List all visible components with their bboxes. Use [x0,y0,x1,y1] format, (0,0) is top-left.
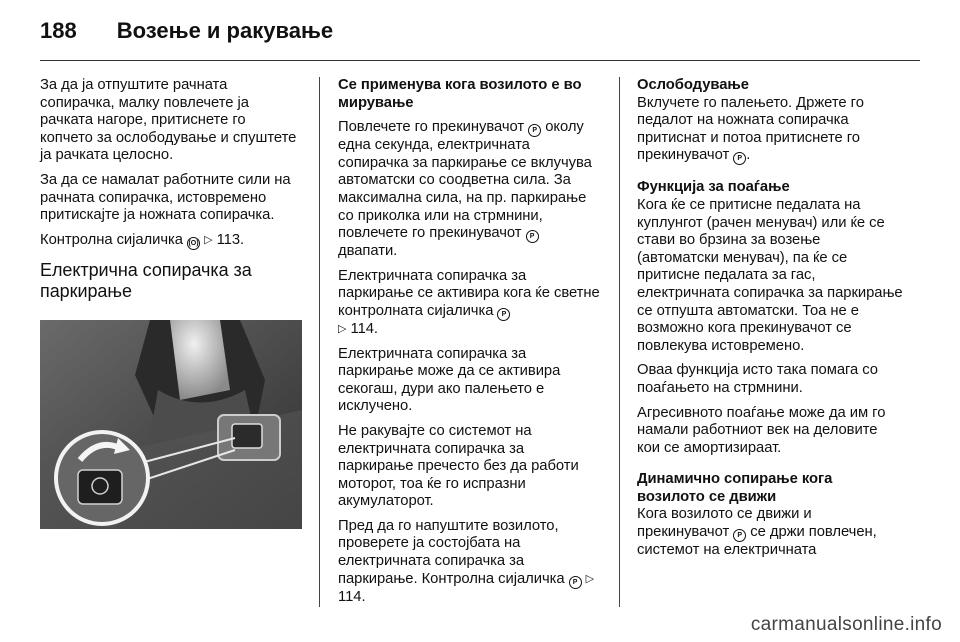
subsection-heading: Динамично сопирање кога возилото се движи [637,471,833,505]
page-reference: 114. [350,320,378,337]
page-reference: 114. [338,588,366,605]
paragraph-text: Вклучете го палењето. Држете го педалот на ножната сопирачка притиснат и потоа притиснете го прекинувачот [637,94,864,164]
page-reference-icon: ▷ [585,572,595,585]
section-heading: Електрична сопирачка за паркирање [40,259,252,301]
paragraph [40,232,302,250]
subsection-heading: Се применува кога возилото е во мирување [338,77,582,111]
brake-warning-lamp-icon: (O) [187,237,200,250]
subsection-heading: Ослободување [637,77,749,93]
paragraph-text: Пред да го напуштите возилото, проверете ја состојбата на електричната сопирачка за паркирање. Контролна сијаличка [338,517,565,587]
paragraph-text: . [746,147,751,164]
header-rule [40,60,920,61]
park-brake-switch-icon: P [733,152,746,165]
watermark: carmanualsonline.info [750,614,942,635]
park-brake-switch-icon: P [526,230,539,243]
illustration-graphic [40,320,302,529]
paragraph: Кога ќе се притисне педалата на куплунгот (рачен менувач) или ќе се стави во брзина за возење (автоматски менувач), па ќе се притисне педалата за гас, електричната сопирачка за паркирање се отпушта автоматски. Тоа не е возможно кога прекинувачот се повлекува истовремено. [637,196,903,354]
column-divider [619,77,620,607]
column-2 [338,77,600,613]
park-brake-lamp-icon: P [569,576,582,589]
paragraph [338,268,600,339]
parking-brake-switch-illustration [40,320,302,529]
paragraph [637,95,903,166]
subsection-heading: Функција за поаѓање [637,179,790,196]
paragraph: Не ракувајте со системот на електричната сопирачка за паркирање пречесто без да работи моторот, тоа ќе го испразни акумулаторот. [338,422,579,510]
park-brake-switch-icon: P [528,124,541,137]
paragraph-text: Електричната сопирачка за паркирање се активира кога ќе светне контролната сијаличка [338,267,600,319]
park-brake-lamp-icon: P [497,308,510,321]
page-reference: 113. [216,231,245,248]
paragraph: Оваа функција исто така помага со поаѓањето на стрмнини. [637,362,878,396]
paragraph-text: Повлечете го прекинувачот [338,119,525,136]
paragraph [637,506,903,559]
paragraph-text: Контролна сијаличка [40,231,183,248]
paragraph [338,518,600,606]
paragraph-text: се држи повлечен, системот на електричната [637,524,877,559]
paragraph: За да се намалат работните сили на рачната сопирачка, истовремено притискајте ја ножната сопирачка. [40,171,291,224]
column-divider [319,77,320,607]
paragraph-text: двапати. [338,243,398,260]
page-reference-icon: ▷ [204,233,213,246]
park-brake-switch-icon: P [733,529,746,542]
column-1 [40,77,302,529]
paragraph: Електричната сопирачка за паркирање може да се активира секогаш, дури ако палењето е исклучено. [338,345,561,415]
paragraph-text: околу една секунда, електричната сопирачка за паркирање се вклучува автоматски со соодветна сила. За максимална сила, на пр. паркирање со приколка или на стрмнини, повлечете го прекинувачот [338,119,592,242]
column-3 [637,77,903,567]
paragraph-text: Кога возилото се движи и прекинувачот [637,506,812,541]
page-number: 188 [40,18,77,43]
section-title: Возење и ракување [116,18,334,43]
page-reference-icon: ▷ [338,322,347,335]
page-header [40,18,333,48]
paragraph: Агресивното поаѓање може да им го намали работниот век на деловите кои се амортизираат. [637,404,886,456]
paragraph: За да ја отпуштите рачната сопирачка, малку повлечете ја рачката нагоре, притиснете го копчето за ослободување и спуштете ја рачката целосно. [40,77,297,164]
paragraph [338,119,600,261]
